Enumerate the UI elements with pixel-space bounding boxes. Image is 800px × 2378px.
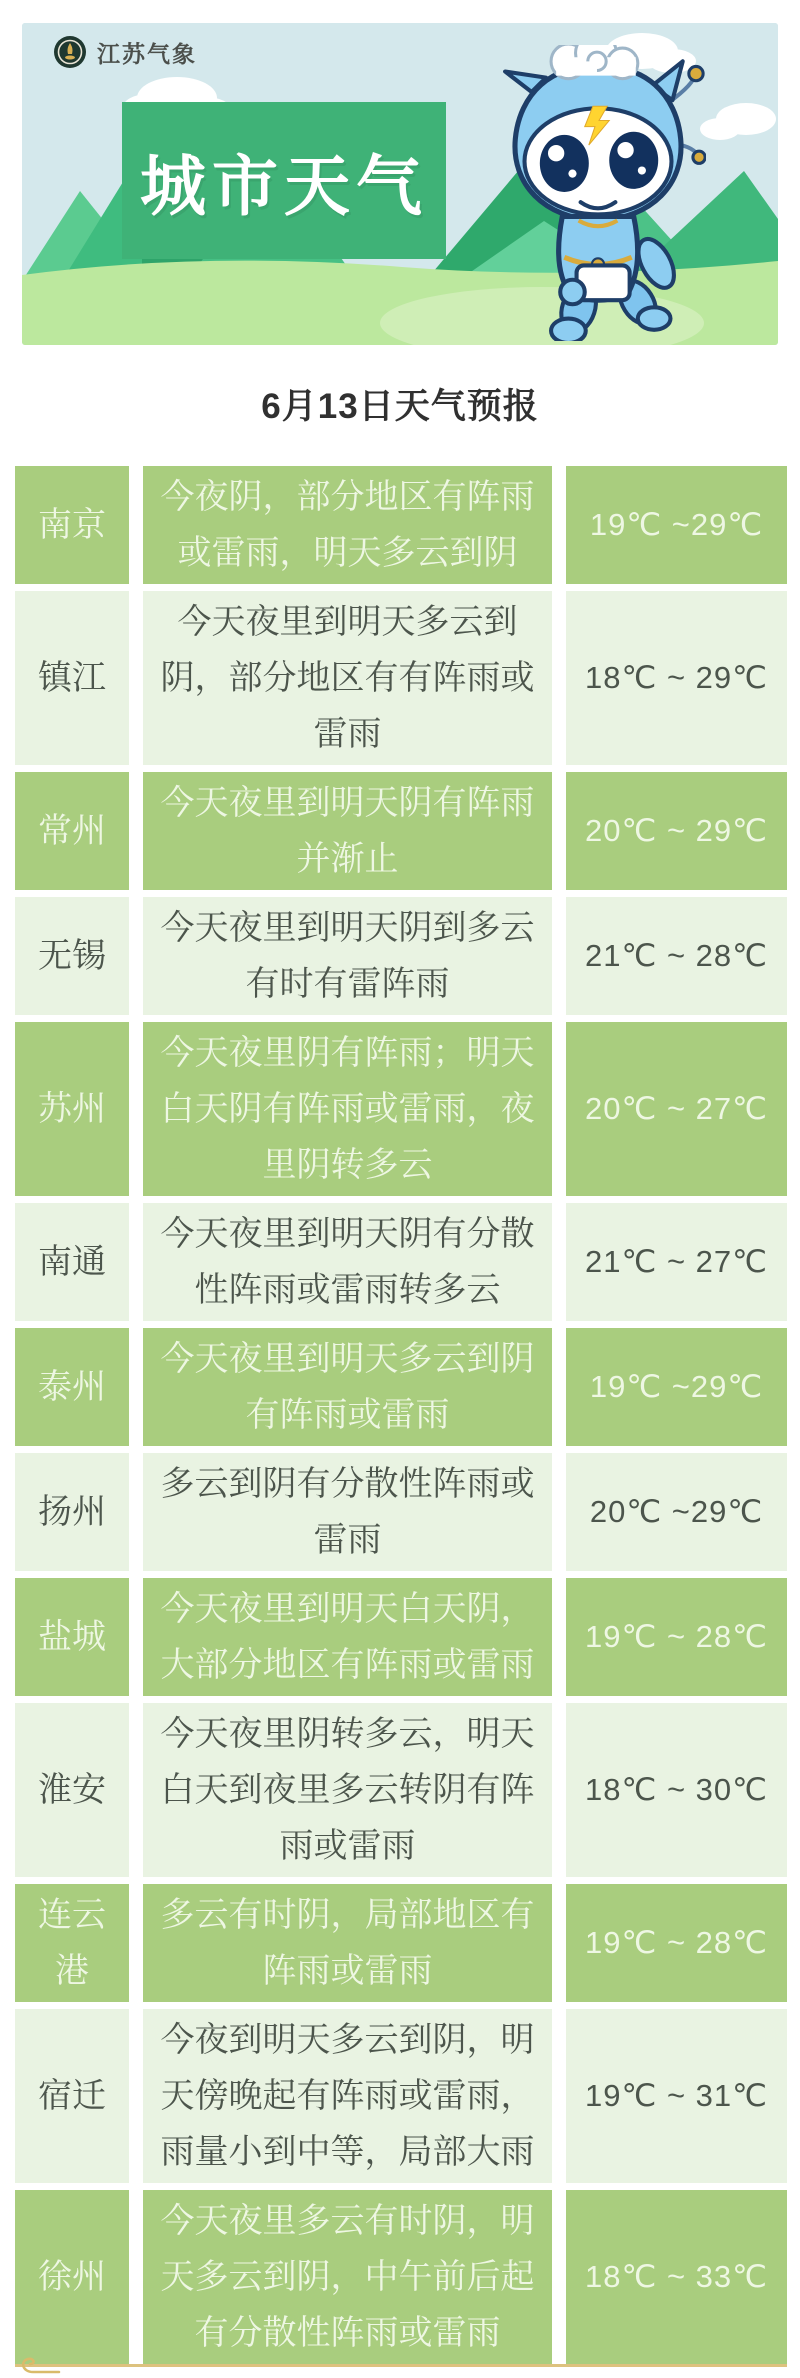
logo-icon bbox=[52, 34, 88, 70]
city-cell: 泰州 bbox=[15, 1328, 129, 1446]
forecast-cell: 今天夜里到明天多云到阴有阵雨或雷雨 bbox=[143, 1328, 552, 1446]
forecast-table bbox=[15, 466, 787, 2364]
city-cell: 淮安 bbox=[15, 1703, 129, 1877]
banner-title-card bbox=[122, 102, 446, 259]
forecast-cell: 今天夜里多云有时阴，明天多云到阴，中午前后起有分散性阵雨或雷雨 bbox=[143, 2190, 552, 2364]
city-cell: 苏州 bbox=[15, 1022, 129, 1196]
forecast-cell: 今天夜里到明天白天阴，大部分地区有阵雨或雷雨 bbox=[143, 1578, 552, 1696]
city-cell: 南通 bbox=[15, 1203, 129, 1321]
banner bbox=[22, 23, 778, 345]
forecast-cell: 今天夜里阴转多云，明天白天到夜里多云转阴有阵雨或雷雨 bbox=[143, 1703, 552, 1877]
temperature-cell: 18℃ ~ 29℃ bbox=[566, 591, 787, 765]
temperature-cell: 21℃ ~ 27℃ bbox=[566, 1203, 787, 1321]
page-title: 6月13日天气预报 bbox=[261, 387, 539, 426]
temperature-cell: 19℃ ~ 28℃ bbox=[566, 1578, 787, 1696]
city-cell: 南京 bbox=[15, 466, 129, 584]
forecast-cell: 今天夜里到明天阴有阵雨并渐止 bbox=[143, 772, 552, 890]
logo-label: 江苏气象 bbox=[97, 40, 197, 67]
city-cell: 扬州 bbox=[15, 1453, 129, 1571]
forecast-cell: 今天夜里阴有阵雨；明天白天阴有阵雨或雷雨，夜里阴转多云 bbox=[143, 1022, 552, 1196]
city-cell: 镇江 bbox=[15, 591, 129, 765]
temperature-cell: 19℃ ~29℃ bbox=[566, 466, 787, 584]
city-cell: 常州 bbox=[15, 772, 129, 890]
temperature-cell: 20℃ ~ 27℃ bbox=[566, 1022, 787, 1196]
temperature-cell: 19℃ ~ 28℃ bbox=[566, 1884, 787, 2002]
temperature-cell: 18℃ ~ 33℃ bbox=[566, 2190, 787, 2364]
temperature-cell: 20℃ ~ 29℃ bbox=[566, 772, 787, 890]
forecast-cell: 今夜阴，部分地区有阵雨或雷雨，明天多云到阴 bbox=[143, 466, 552, 584]
forecast-cell: 今夜到明天多云到阴，明天傍晚起有阵雨或雷雨，雨量小到中等，局部大雨 bbox=[143, 2009, 552, 2183]
city-cell: 连云港 bbox=[15, 1884, 129, 2002]
jiangsu-weather-logo bbox=[52, 34, 197, 70]
temperature-cell: 19℃ ~29℃ bbox=[566, 1328, 787, 1446]
city-cell: 盐城 bbox=[15, 1578, 129, 1696]
temperature-cell: 21℃ ~ 28℃ bbox=[566, 897, 787, 1015]
forecast-cell: 今天夜里到明天阴有分散性阵雨或雷雨转多云 bbox=[143, 1203, 552, 1321]
banner-title: 城市天气 bbox=[140, 149, 428, 223]
city-cell: 宿迁 bbox=[15, 2009, 129, 2183]
decorative-gold-line bbox=[15, 2364, 787, 2367]
forecast-cell: 多云到阴有分散性阵雨或雷雨 bbox=[143, 1453, 552, 1571]
forecast-cell: 今天夜里到明天多云到阴，部分地区有有阵雨或雷雨 bbox=[143, 591, 552, 765]
temperature-cell: 18℃ ~ 30℃ bbox=[566, 1703, 787, 1877]
city-cell: 徐州 bbox=[15, 2190, 129, 2364]
weather-mascot-illustration bbox=[490, 45, 706, 341]
temperature-cell: 20℃ ~29℃ bbox=[566, 1453, 787, 1571]
forecast-cell: 今天夜里到明天阴到多云有时有雷阵雨 bbox=[143, 897, 552, 1015]
city-cell: 无锡 bbox=[15, 897, 129, 1015]
decorative-corner-flourish bbox=[17, 2350, 61, 2378]
temperature-cell: 19℃ ~ 31℃ bbox=[566, 2009, 787, 2183]
forecast-cell: 多云有时阴，局部地区有阵雨或雷雨 bbox=[143, 1884, 552, 2002]
